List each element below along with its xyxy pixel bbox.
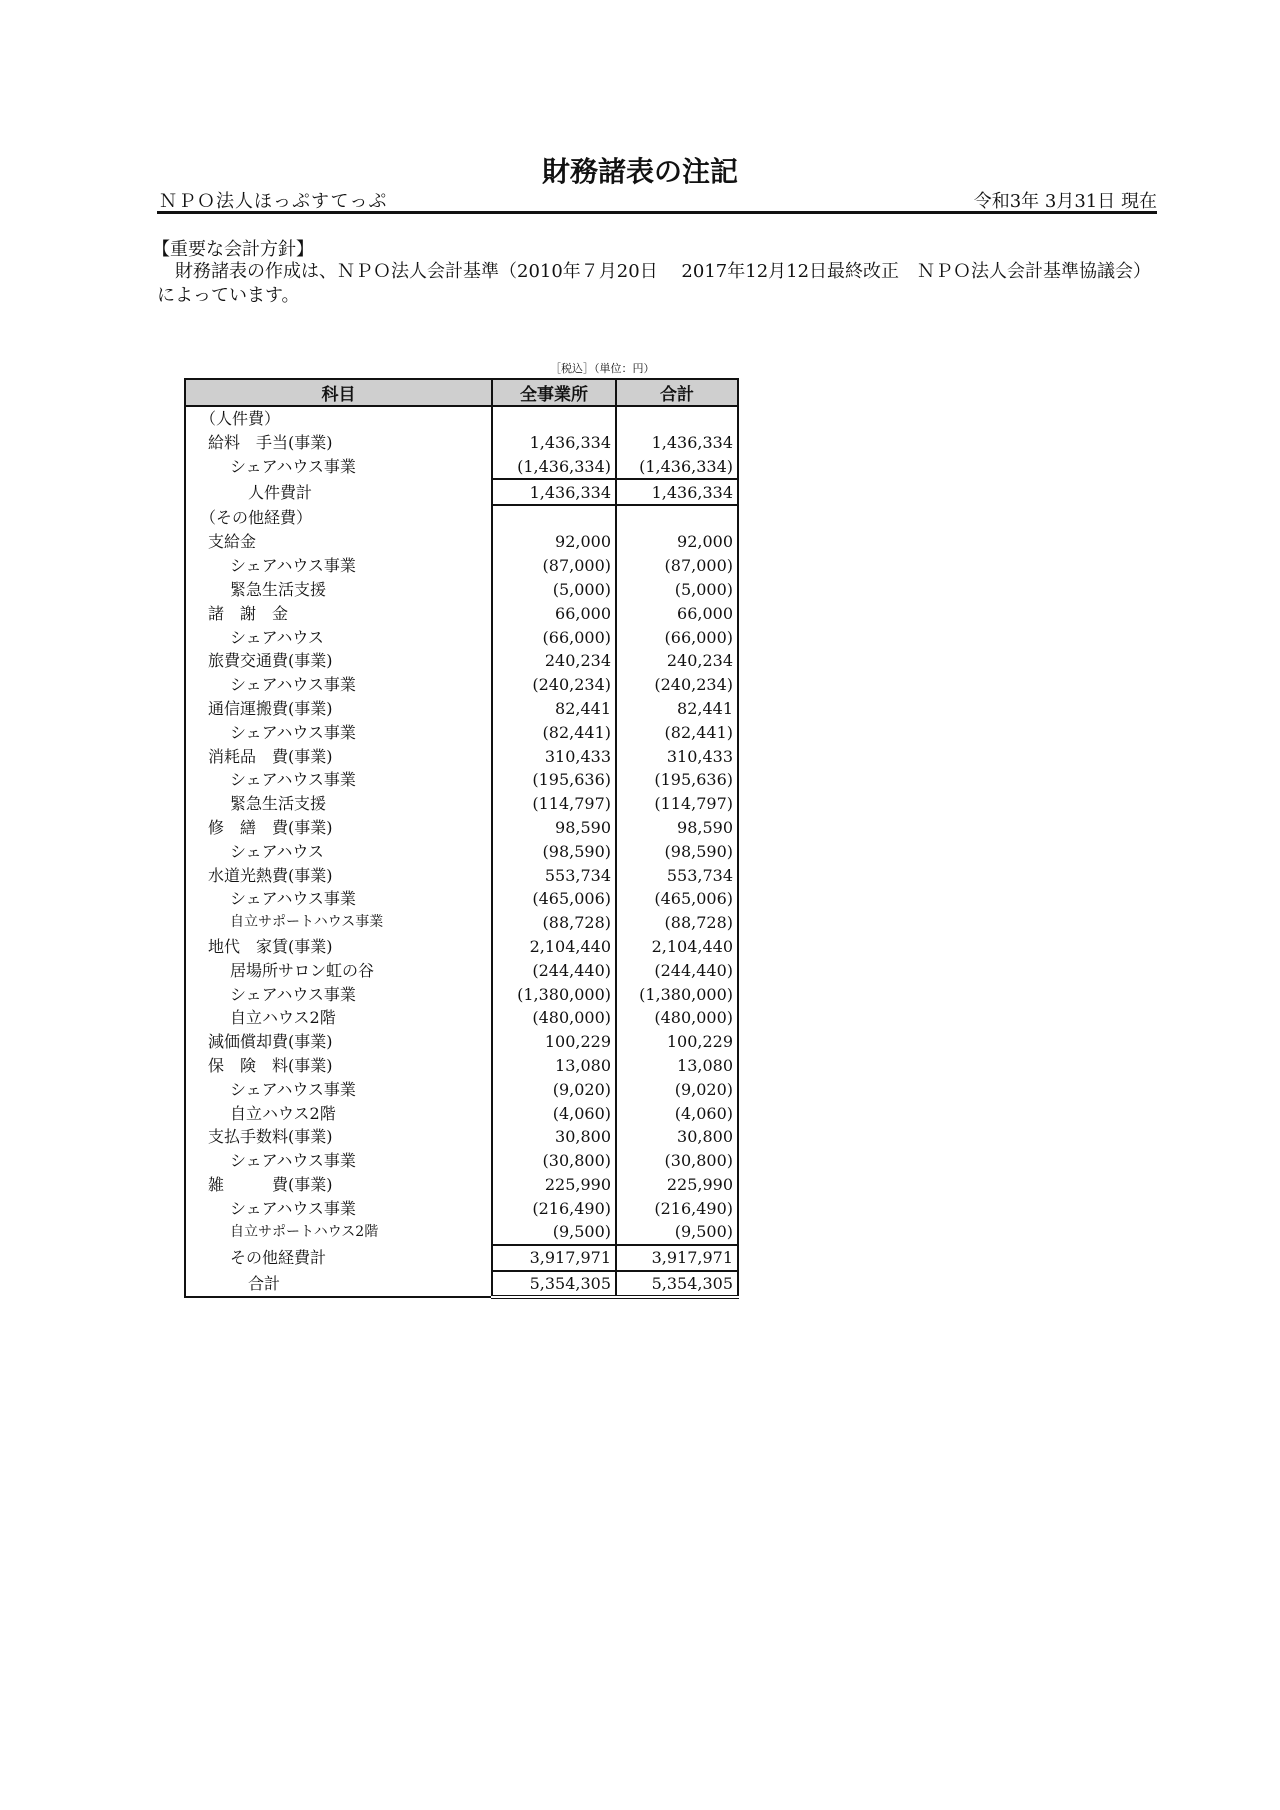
value-text: 92,000: [677, 532, 733, 552]
table-row: [185, 982, 738, 1006]
row-all-offices-value: [492, 1030, 616, 1054]
table-header-row: [185, 379, 738, 406]
value-text: 98,590: [677, 817, 733, 837]
value-text: 5,354,305: [529, 1274, 611, 1294]
table-row: [185, 768, 738, 792]
table-row: [185, 455, 738, 480]
row-all-offices-value: [492, 1173, 616, 1197]
policy-heading: 【重要な会計方針】: [152, 239, 314, 260]
row-total-value: [616, 1077, 738, 1101]
table-row: [185, 1125, 738, 1149]
row-all-offices-value: [492, 839, 616, 863]
row-label: 減価償却費(事業): [185, 1030, 492, 1054]
page-title: 財務諸表の注記: [541, 155, 738, 188]
value-text: (465,006): [532, 889, 611, 909]
table-row: [185, 1271, 738, 1298]
row-all-offices-value: [492, 455, 616, 480]
row-all-offices-value: [492, 1077, 616, 1101]
row-all-offices-value: [492, 744, 616, 768]
row-total-value: [616, 697, 738, 721]
value-text: 310,433: [666, 746, 733, 766]
value-text: 3,917,971: [529, 1248, 611, 1268]
value-text: (240,234): [532, 675, 611, 695]
value-text: (9,500): [674, 1222, 733, 1242]
table-row: [185, 673, 738, 697]
row-label: シェアハウス事業: [185, 1077, 492, 1101]
value-text: 553,734: [666, 865, 733, 885]
row-total-value: [616, 625, 738, 649]
policy-body: 財務諸表の作成は、ＮＰＯ法人会計基準（2010年７月20日 2017年12月12日最終改正 ＮＰＯ法人会計基準協議会）によっています。: [157, 261, 1152, 306]
row-label: 自立サポートハウス事業: [185, 911, 492, 935]
value-text: (5,000): [552, 579, 611, 599]
row-all-offices-value: [492, 505, 616, 530]
value-text: 3,917,971: [651, 1248, 733, 1268]
value-text: (82,441): [542, 722, 611, 742]
row-label: シェアハウス事業: [185, 1196, 492, 1220]
header-account: 科目: [185, 379, 492, 406]
table-row: [185, 431, 738, 455]
value-text: 92,000: [555, 532, 611, 552]
table-row: [185, 935, 738, 959]
row-label: 合計: [185, 1271, 492, 1298]
table-row: [185, 1173, 738, 1197]
table-row: [185, 505, 738, 530]
table-row: [185, 697, 738, 721]
value-text: (465,006): [654, 889, 733, 909]
row-label: シェアハウス: [185, 839, 492, 863]
value-text: 225,990: [544, 1174, 611, 1194]
value-text: 82,441: [677, 698, 733, 718]
row-label: 通信運搬費(事業): [185, 697, 492, 721]
row-all-offices-value: [492, 720, 616, 744]
row-label: 自立ハウス2階: [185, 1006, 492, 1030]
row-total-value: [616, 1220, 738, 1245]
value-text: (4,060): [552, 1103, 611, 1123]
row-all-offices-value: [492, 554, 616, 578]
value-text: (114,797): [532, 794, 611, 814]
row-total-value: [616, 1054, 738, 1078]
value-text: (4,060): [674, 1103, 733, 1123]
value-text: (9,020): [674, 1079, 733, 1099]
row-label: 自立ハウス2階: [185, 1101, 492, 1125]
row-total-value: [616, 1196, 738, 1220]
row-total-value: [616, 601, 738, 625]
row-total-value: [616, 554, 738, 578]
row-total-value: [616, 1101, 738, 1125]
value-text: (30,800): [542, 1151, 611, 1171]
row-label: （人件費）: [185, 406, 492, 431]
value-text: (1,380,000): [517, 984, 611, 1004]
row-total-value: [616, 887, 738, 911]
value-text: 240,234: [544, 651, 611, 671]
as-of-date: 令和3年 3月31日 現在: [973, 191, 1157, 212]
row-label: 居場所サロン虹の谷: [185, 958, 492, 982]
value-text: (480,000): [654, 1008, 733, 1028]
value-text: (66,000): [542, 627, 611, 647]
organization-name: ＮＰＯ法人ほっぷすてっぷ: [159, 191, 388, 212]
row-all-offices-value: [492, 1149, 616, 1173]
row-label: その他経費計: [185, 1245, 492, 1271]
value-text: (66,000): [664, 627, 733, 647]
value-text: (244,440): [654, 960, 733, 980]
row-all-offices-value: [492, 935, 616, 959]
row-total-value: [616, 1006, 738, 1030]
table-row: [185, 744, 738, 768]
value-text: 240,234: [666, 651, 733, 671]
value-text: [733, 409, 737, 428]
value-text: 1,436,334: [529, 433, 611, 453]
row-total-value: [616, 982, 738, 1006]
row-all-offices-value: [492, 1054, 616, 1078]
row-total-value: [616, 406, 738, 431]
value-text: 100,229: [544, 1032, 611, 1052]
value-text: (30,800): [664, 1151, 733, 1171]
row-all-offices-value: [492, 578, 616, 602]
expense-table: [184, 378, 739, 1299]
table-row: [185, 911, 738, 935]
unit-note: ［税込］（単位：円）: [550, 362, 655, 375]
row-total-value: [616, 1149, 738, 1173]
value-text: 13,080: [677, 1055, 733, 1075]
row-label: 緊急生活支援: [185, 578, 492, 602]
table-row: [185, 1245, 738, 1271]
row-all-offices-value: [492, 649, 616, 673]
row-label: 諸 謝 金: [185, 601, 492, 625]
row-label: 支払手数料(事業): [185, 1125, 492, 1149]
table-body: [185, 406, 738, 1297]
value-text: 100,229: [666, 1032, 733, 1052]
value-text: 98,590: [555, 817, 611, 837]
row-label: シェアハウス事業: [185, 1149, 492, 1173]
row-all-offices-value: [492, 431, 616, 455]
header-all-offices: 全事業所: [492, 379, 616, 406]
table-row: [185, 839, 738, 863]
row-all-offices-value: [492, 1006, 616, 1030]
value-text: (5,000): [674, 579, 733, 599]
value-text: 2,104,440: [529, 936, 611, 956]
value-text: (82,441): [664, 722, 733, 742]
row-label: 保 険 料(事業): [185, 1054, 492, 1078]
table-row: [185, 625, 738, 649]
row-total-value: [616, 792, 738, 816]
row-all-offices-value: [492, 625, 616, 649]
value-text: [611, 409, 615, 428]
value-text: [733, 509, 737, 528]
row-total-value: [616, 863, 738, 887]
value-text: 553,734: [544, 865, 611, 885]
header-total: 合計: [616, 379, 738, 406]
row-all-offices-value: [492, 863, 616, 887]
document-header: [157, 187, 1157, 214]
value-text: (216,490): [654, 1198, 733, 1218]
row-label: シェアハウス事業: [185, 768, 492, 792]
row-all-offices-value: [492, 911, 616, 935]
row-label: 自立サポートハウス2階: [185, 1220, 492, 1245]
row-total-value: [616, 649, 738, 673]
table-row: [185, 1077, 738, 1101]
value-text: 30,800: [555, 1127, 611, 1147]
value-text: (88,728): [542, 913, 611, 933]
value-text: (244,440): [532, 960, 611, 980]
row-total-value: [616, 958, 738, 982]
row-total-value: [616, 479, 738, 505]
row-label: 緊急生活支援: [185, 792, 492, 816]
value-text: (114,797): [654, 794, 733, 814]
row-all-offices-value: [492, 768, 616, 792]
value-text: 13,080: [555, 1055, 611, 1075]
table-row: [185, 1196, 738, 1220]
table-row: [185, 1220, 738, 1245]
value-text: 66,000: [677, 603, 733, 623]
table-row: [185, 863, 738, 887]
value-text: (480,000): [532, 1008, 611, 1028]
row-all-offices-value: [492, 958, 616, 982]
row-label: シェアハウス事業: [185, 720, 492, 744]
row-all-offices-value: [492, 1271, 616, 1298]
row-all-offices-value: [492, 1220, 616, 1245]
row-total-value: [616, 744, 738, 768]
value-text: 5,354,305: [651, 1274, 733, 1294]
value-text: (1,380,000): [639, 984, 733, 1004]
table-row: [185, 792, 738, 816]
row-total-value: [616, 720, 738, 744]
table-row: [185, 554, 738, 578]
value-text: (1,436,334): [517, 456, 611, 476]
row-total-value: [616, 816, 738, 840]
value-text: (195,636): [654, 770, 733, 790]
row-total-value: [616, 505, 738, 530]
row-label: 消耗品 費(事業): [185, 744, 492, 768]
value-text: (88,728): [664, 913, 733, 933]
table-row: [185, 720, 738, 744]
row-all-offices-value: [492, 697, 616, 721]
value-text: (240,234): [654, 675, 733, 695]
value-text: (87,000): [664, 556, 733, 576]
table-row: [185, 1030, 738, 1054]
row-all-offices-value: [492, 530, 616, 554]
table-row: [185, 1006, 738, 1030]
row-total-value: [616, 431, 738, 455]
value-text: (1,436,334): [639, 456, 733, 476]
row-total-value: [616, 1125, 738, 1149]
table-row: [185, 887, 738, 911]
value-text: 1,436,334: [651, 482, 733, 502]
table-row: [185, 530, 738, 554]
row-all-offices-value: [492, 601, 616, 625]
row-label: 給料 手当(事業): [185, 431, 492, 455]
row-label: シェアハウス事業: [185, 673, 492, 697]
table-row: [185, 816, 738, 840]
row-label: シェアハウス: [185, 625, 492, 649]
value-text: 30,800: [677, 1127, 733, 1147]
table-row: [185, 406, 738, 431]
table-row: [185, 601, 738, 625]
row-label: シェアハウス事業: [185, 455, 492, 480]
value-text: (195,636): [532, 770, 611, 790]
value-text: 2,104,440: [651, 936, 733, 956]
row-total-value: [616, 530, 738, 554]
row-label: 旅費交通費(事業): [185, 649, 492, 673]
row-total-value: [616, 1271, 738, 1298]
table-row: [185, 1149, 738, 1173]
row-total-value: [616, 578, 738, 602]
row-label: シェアハウス事業: [185, 887, 492, 911]
row-label: （その他経費）: [185, 505, 492, 530]
row-total-value: [616, 1030, 738, 1054]
value-text: 310,433: [544, 746, 611, 766]
row-all-offices-value: [492, 479, 616, 505]
table-row: [185, 649, 738, 673]
table-row: [185, 958, 738, 982]
row-total-value: [616, 1245, 738, 1271]
row-label: 地代 家賃(事業): [185, 935, 492, 959]
row-all-offices-value: [492, 673, 616, 697]
row-all-offices-value: [492, 1101, 616, 1125]
row-all-offices-value: [492, 1196, 616, 1220]
value-text: 1,436,334: [529, 482, 611, 502]
row-label: 支給金: [185, 530, 492, 554]
table-row: [185, 578, 738, 602]
value-text: (98,590): [664, 841, 733, 861]
row-all-offices-value: [492, 982, 616, 1006]
value-text: (9,020): [552, 1079, 611, 1099]
row-all-offices-value: [492, 1125, 616, 1149]
value-text: (98,590): [542, 841, 611, 861]
value-text: (216,490): [532, 1198, 611, 1218]
value-text: 1,436,334: [651, 433, 733, 453]
value-text: [611, 509, 615, 528]
row-all-offices-value: [492, 887, 616, 911]
row-all-offices-value: [492, 1245, 616, 1271]
row-total-value: [616, 455, 738, 480]
row-all-offices-value: [492, 406, 616, 431]
value-text: 225,990: [666, 1174, 733, 1194]
row-all-offices-value: [492, 816, 616, 840]
row-total-value: [616, 911, 738, 935]
table-row: [185, 1054, 738, 1078]
row-label: 水道光熱費(事業): [185, 863, 492, 887]
row-label: 修 繕 費(事業): [185, 816, 492, 840]
row-total-value: [616, 935, 738, 959]
row-label: 人件費計: [185, 479, 492, 505]
value-text: 66,000: [555, 603, 611, 623]
value-text: (87,000): [542, 556, 611, 576]
value-text: 82,441: [555, 698, 611, 718]
row-label: シェアハウス事業: [185, 554, 492, 578]
row-total-value: [616, 1173, 738, 1197]
row-all-offices-value: [492, 792, 616, 816]
table-row: [185, 1101, 738, 1125]
row-label: シェアハウス事業: [185, 982, 492, 1006]
row-total-value: [616, 673, 738, 697]
row-total-value: [616, 839, 738, 863]
row-label: 雑 費(事業): [185, 1173, 492, 1197]
table-row: [185, 479, 738, 505]
row-total-value: [616, 768, 738, 792]
value-text: (9,500): [552, 1222, 611, 1242]
